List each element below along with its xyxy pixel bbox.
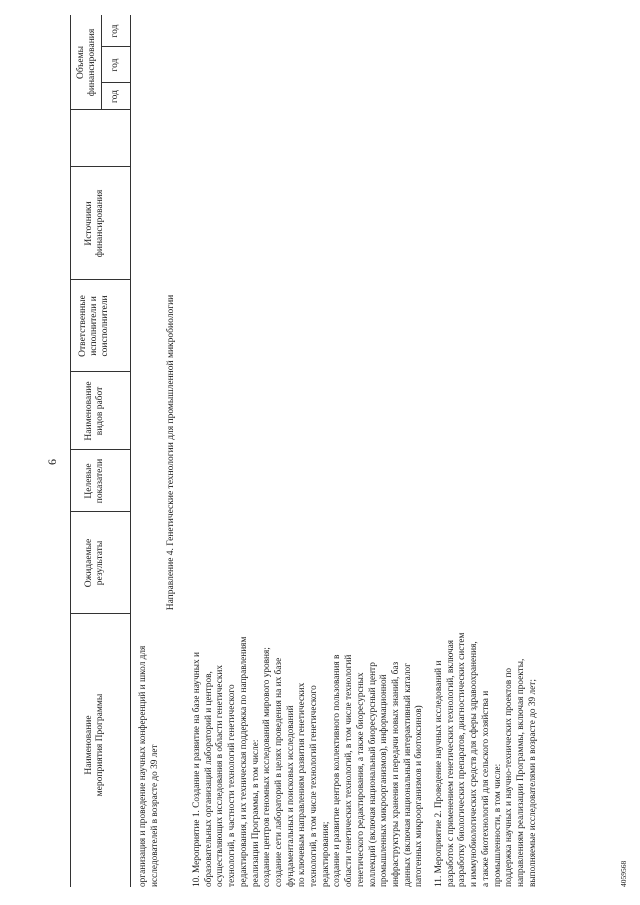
page-number: 6 [45, 459, 59, 465]
header-bottom-border [130, 15, 131, 887]
section-title: Направление 4. Генетические технологии для промышленной микробиологии [166, 294, 176, 611]
header-program-measure: Наименование мероприятия Программы [84, 693, 105, 797]
funding-sub-border [101, 15, 102, 110]
header-target-indicators: Целевые показатели [84, 458, 105, 504]
header-top-border [70, 15, 71, 887]
measure-1-text: 10. Мероприятие 1. Создание и развитие на базе научных и образовательных организаций лабораторий и центров, осуществляющих исследования в области генетических технологий, в частности технологий генетического редактирования, и их техническая поддержка по направлениям реализации Программы, в том числе: создание центров геномных исследований мирового уровня; создание сети лабораторий в целях проведения на их базе фундаментальных и поисковых исследований по ключевым направлениям развития генетических технологий, в том числе технологий генетического редактирования; создание и развитие центров коллективного пользования в области генетических технологий, в том числе технологий генетического редактирования, а также биоресурсных коллекций (включая национальный биоресурсный центр промышленных микроорганизмов), информационной инфраструктуры хранения и передачи новых знаний, баз данных (включая национальный интерактивный каталог патогенных микроорганизмов и биотоксинов) [192, 636, 425, 887]
header-funding-volumes: Объемы финансирования [76, 28, 97, 97]
header-year-1: год [110, 90, 120, 103]
header-work-types: Наименование видов работ [84, 381, 105, 441]
header-expected-results: Ожидаемые результаты [84, 538, 105, 588]
header-responsible: Ответственные исполнители и соисполнители [78, 295, 110, 357]
header-year-3: год [110, 24, 120, 38]
continuation-text: организация и проведение научных конференций и школ для исследователей в возрасте до 39 лет [138, 645, 160, 887]
document-code: 4059568 [619, 860, 628, 887]
header-funding-sources: Источники финансирования [84, 189, 105, 258]
header-year-2: год [110, 58, 120, 72]
measure-2-text: 11. Мероприятие 2. Проведение научных исследований и разработок с применением генетических технологий, включая разработку биологических препаратов, диагностических систем и иммунобиологических средств для сферы здравоохранения, а также биотехнологий для сельского хозяйства и промышленности, в том числе: поддержка научных и научно-технических проектов по направлениям реализации Программы, включая проекты, выполняемые исследователями в возрасте до 39 лет; [434, 632, 538, 887]
